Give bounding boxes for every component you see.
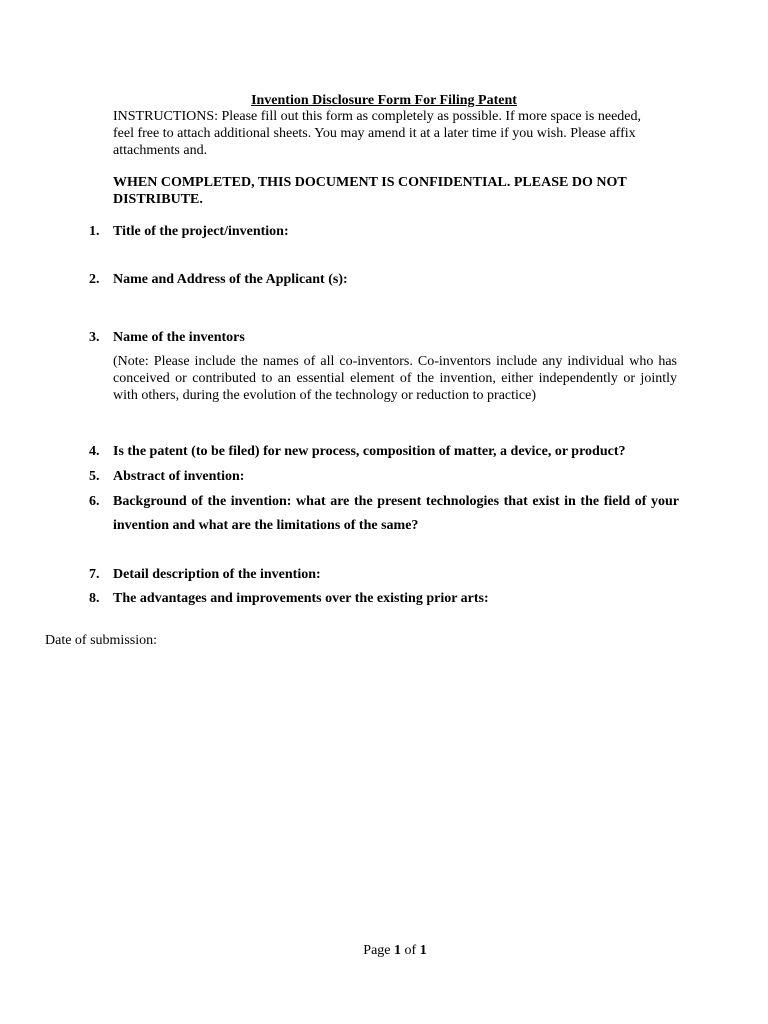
item-number: 2. bbox=[89, 272, 100, 287]
form-item-description bbox=[89, 563, 679, 587]
document-title: Invention Disclosure Form For Filing Patent bbox=[251, 93, 517, 108]
page-total: 1 bbox=[419, 943, 427, 958]
form-item-patent-type bbox=[89, 440, 679, 464]
form-item-title bbox=[89, 220, 679, 244]
item-number: 1. bbox=[89, 224, 100, 239]
item-number: 8. bbox=[89, 591, 100, 606]
item-number: 4. bbox=[89, 444, 100, 459]
item-label: Detail description of the invention: bbox=[113, 567, 321, 582]
form-item-advantages bbox=[89, 587, 679, 611]
instructions-text: INSTRUCTIONS: Please fill out this form as completely as possible. If more space is needed, feel free to attach additional sheets. You may amend it at a later time if you wish. Please affix attachments and. bbox=[113, 109, 642, 158]
form-item-inventors bbox=[89, 326, 679, 350]
item-number: 7. bbox=[89, 567, 100, 582]
inventors-note: (Note: Please include the names of all co-inventors. Co-inventors include any individual who has conceived or contributed to an essential element of the invention, either independently or jointly with others, during the evolution of the technology or reduction to practice) bbox=[113, 354, 677, 403]
item-number: 5. bbox=[89, 469, 100, 484]
item-number: 3. bbox=[89, 330, 100, 345]
item-label: Name and Address of the Applicant (s): bbox=[113, 272, 348, 287]
page-footer bbox=[0, 942, 768, 959]
page-current: 1 bbox=[394, 943, 402, 958]
confidential-notice: WHEN COMPLETED, THIS DOCUMENT IS CONFIDENTIAL. PLEASE DO NOT DISTRIBUTE. bbox=[113, 175, 627, 207]
item-label: Name of the inventors bbox=[113, 330, 245, 345]
of-word: of bbox=[404, 943, 417, 958]
item-label: Title of the project/invention: bbox=[113, 224, 289, 239]
item-label: Background of the invention: what are the present technologies that exist in the field of your invention and what are the limitations of the same? bbox=[113, 494, 679, 533]
page-word: Page bbox=[363, 943, 391, 958]
item-label: The advantages and improvements over the existing prior arts: bbox=[113, 591, 489, 606]
form-item-background bbox=[89, 490, 679, 538]
form-item-abstract bbox=[89, 465, 679, 489]
item-label: Is the patent (to be filed) for new process, composition of matter, a device, or product? bbox=[113, 444, 626, 459]
item-number: 6. bbox=[89, 494, 100, 509]
item-label: Abstract of invention: bbox=[113, 469, 245, 484]
form-item-applicant bbox=[89, 268, 679, 292]
date-of-submission-label: Date of submission: bbox=[45, 633, 157, 648]
